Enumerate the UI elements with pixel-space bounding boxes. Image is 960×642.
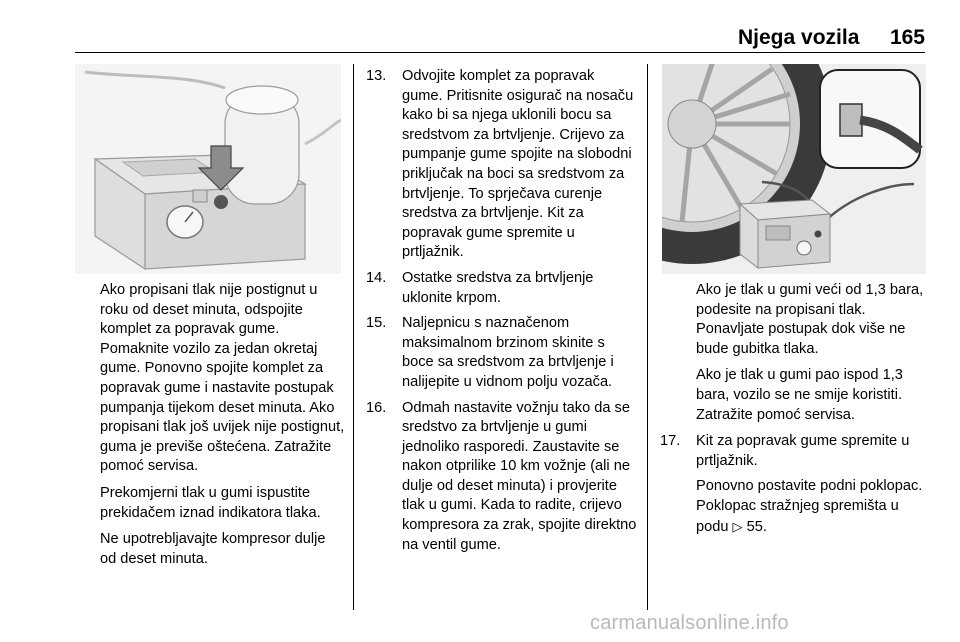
figure-compressor-bottle <box>75 64 341 274</box>
steps-list-right <box>660 432 930 471</box>
column-divider-left <box>353 64 354 610</box>
step-text: Naljepnicu s naznačenom maksimalnom brzinom skinite s boce sa sredstvom za brtvljenje i nalijepite u vidnom polju vozača. <box>402 315 614 390</box>
step-14 <box>366 269 638 308</box>
step-15 <box>366 314 638 392</box>
step-number: 14. <box>366 269 387 286</box>
paragraph-floor-cover <box>660 477 930 537</box>
step-number: 17. <box>660 433 681 450</box>
step-text: Odvojite komplet za popravak gume. Pritisnite osigurač na nosaču kako bi sa njega uklonili bocu sa sredstvom za brtvljenje. Crijevo za pumpanje gume spojite na slobodni priključak na boci sa sredstvom za brtvljenje. To sprječava curenje sredstva za brtvljenje. Kit za popravak gume spremite u prtljažnik. <box>402 68 634 261</box>
right-column-text <box>660 281 930 544</box>
paragraph-excess-pressure: Prekomjerni tlak u gumi ispustite prekidačem iznad indikatora tlaka. <box>100 484 321 521</box>
page-section-title: Njega vozila <box>738 26 860 49</box>
wheel-illustration <box>662 64 926 274</box>
step-text: Odmah nastavite vožnju tako da se sredstvo za brtvljenje u gumi jednoliko rasporedi. Zaustavite se nakon otprilike 10 km vožnje (ali ne dulje od deset minuta) i provjerite tlak u gumi. Kada to radite, crijevo kompresora za zrak, spojite direktno na ventil gume. <box>402 399 637 553</box>
paragraph-pressure-not-reached: Ako propisani tlak nije postignut u roku od deset minuta, odspojite komplet za popravak gume. Pomaknite vozilo za jedan okretaj gume. Ponovno spojite komplet za popravak gume i nastavite postupak pumpanja tijekom deset minuta. Ako propisani tlak još uvijek nije postignut, guma je previše oštećena. Zatražite pomoć servisa. <box>100 282 345 475</box>
step-17 <box>660 432 930 471</box>
column-divider-right <box>647 64 648 610</box>
step-16 <box>366 399 638 556</box>
floor-cover-text: Ponovno postavite podni poklopac. Poklopac stražnjeg spremišta u podu <box>696 478 923 535</box>
paragraph-pressure-below: Ako je tlak u gumi pao ispod 1,3 bara, vozilo se ne smije koristiti. Zatražite pomoć servisa. <box>696 367 903 423</box>
steps-list <box>366 67 638 555</box>
header-rule <box>75 52 925 53</box>
paragraph-pressure-above: Ako je tlak u gumi veći od 1,3 bara, podesite na propisani tlak. Ponavljate postupak dok više ne bude gubitka tlaka. <box>696 282 924 357</box>
step-number: 16. <box>366 399 387 416</box>
figure-wheel-compressor <box>662 64 926 274</box>
middle-column-steps <box>366 67 638 561</box>
step-number: 13. <box>366 68 387 84</box>
page-number: 165 <box>889 26 925 49</box>
watermark: carmanualsonline.info <box>590 612 789 634</box>
step-text: Ostatke sredstva za brtvljenje uklonite krpom. <box>402 269 594 306</box>
step-number: 15. <box>366 315 387 332</box>
step-13 <box>366 67 638 263</box>
paragraph-compressor-limit: Ne upotrebljavajte kompresor dulje od deset minuta. <box>100 531 326 567</box>
page-reference-arrow-icon: ▷ <box>732 518 743 534</box>
page-reference-link[interactable]: 55. <box>742 518 767 535</box>
step-text: Kit za popravak gume spremite u prtljažnik. <box>696 433 910 469</box>
compressor-illustration <box>75 64 341 274</box>
left-column-text <box>100 281 345 576</box>
